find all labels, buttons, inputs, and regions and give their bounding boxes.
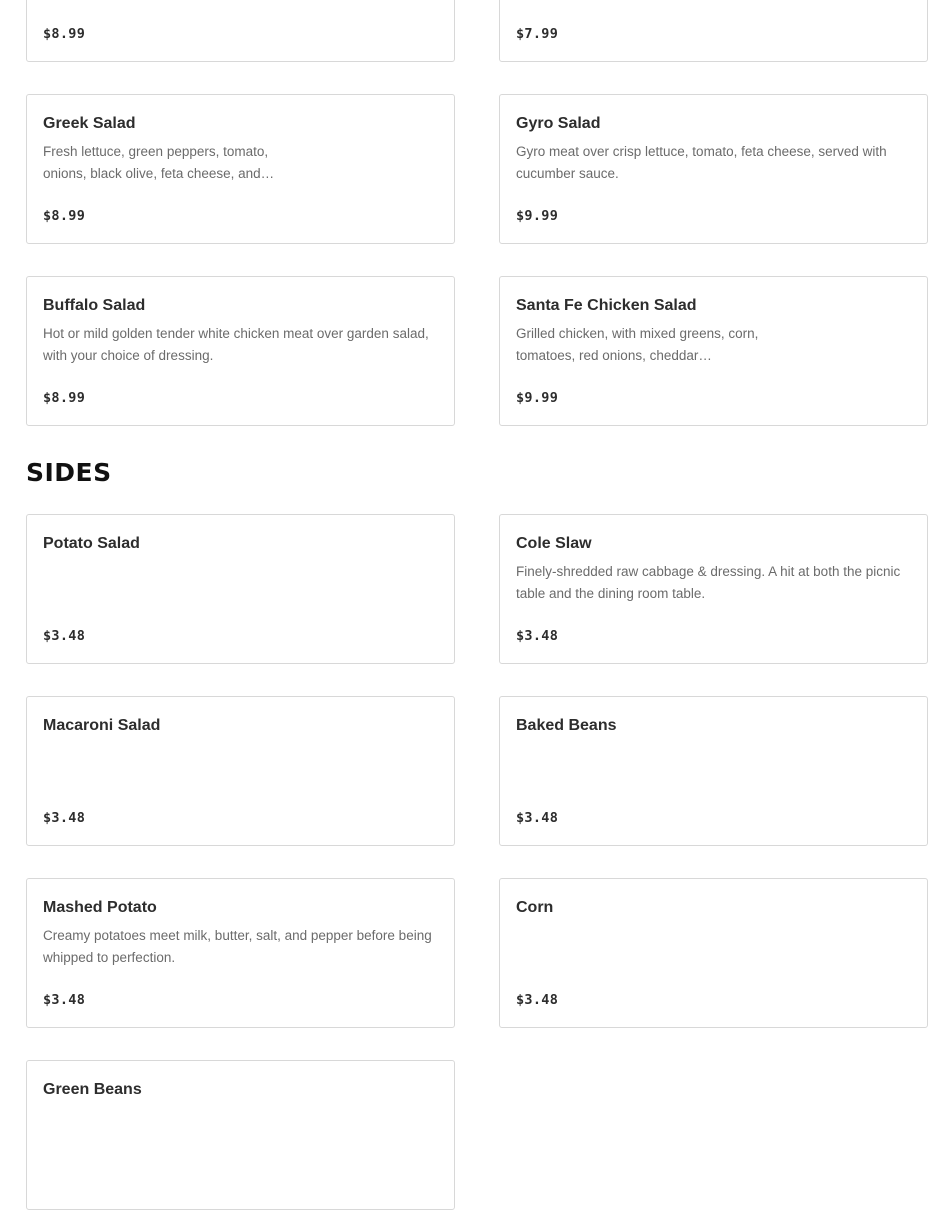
menu-item-description: Grilled chicken, with mixed greens, corn, tomatoes, red onions, cheddar… [516,326,759,363]
menu-item-card[interactable] [26,94,455,244]
menu-item-name: Baked Beans [516,717,617,734]
menu-item-name: Green Beans [43,1081,142,1098]
menu-item-card[interactable] [26,514,455,664]
menu-item-card[interactable] [26,1060,455,1210]
menu-item-name: Greek Salad [43,115,136,132]
menu-item-card[interactable] [499,0,928,62]
menu-item-price: $3.48 [43,810,86,826]
menu-item-price: $3.48 [516,810,559,826]
menu-item-card[interactable] [499,514,928,664]
menu-item-name: Macaroni Salad [43,717,161,734]
menu-item-card[interactable] [499,878,928,1028]
menu-item-price: $3.48 [516,992,559,1008]
menu-item-name: Gyro Salad [516,115,601,132]
menu-item-card[interactable] [499,276,928,426]
menu-item-name: Mashed Potato [43,899,157,916]
menu-item-price: $9.99 [516,208,559,224]
menu-item-name: Potato Salad [43,535,140,552]
menu-item-price: $9.99 [516,390,559,406]
menu-item-price: $7.99 [516,26,559,42]
menu-item-name: Corn [516,899,554,916]
menu-item-card[interactable] [499,696,928,846]
menu-item-name: Buffalo Salad [43,297,146,314]
menu-item-card[interactable] [26,0,455,62]
menu-item-price: $3.48 [516,628,559,644]
menu-item-card[interactable] [26,878,455,1028]
menu-item-card[interactable] [26,696,455,846]
menu-item-description: Finely-shredded raw cabbage & dressing. A hit at both the picnic table and the dining room table. [516,564,901,601]
menu-item-card[interactable] [499,94,928,244]
menu-item-name: Cole Slaw [516,535,592,552]
menu-item-description: Creamy potatoes meet milk, butter, salt, and pepper before being whipped to perfection. [43,928,432,965]
menu-item-description: Hot or mild golden tender white chicken meat over garden salad, with your choice of dressing. [43,326,429,363]
menu-item-price: $8.99 [43,208,86,224]
menu-item-card[interactable] [26,276,455,426]
menu-item-price: $8.99 [43,26,86,42]
menu-item-price: $3.48 [43,992,86,1008]
menu-item-price: $8.99 [43,390,86,406]
menu-item-description: Gyro meat over crisp lettuce, tomato, feta cheese, served with cucumber sauce. [516,144,887,181]
menu-item-price: $3.48 [43,628,86,644]
menu-item-description: Fresh lettuce, green peppers, tomato, onions, black olive, feta cheese, and… [43,144,275,181]
section-heading-sides: SIDES [26,458,112,487]
menu-item-name: Santa Fe Chicken Salad [516,297,697,314]
